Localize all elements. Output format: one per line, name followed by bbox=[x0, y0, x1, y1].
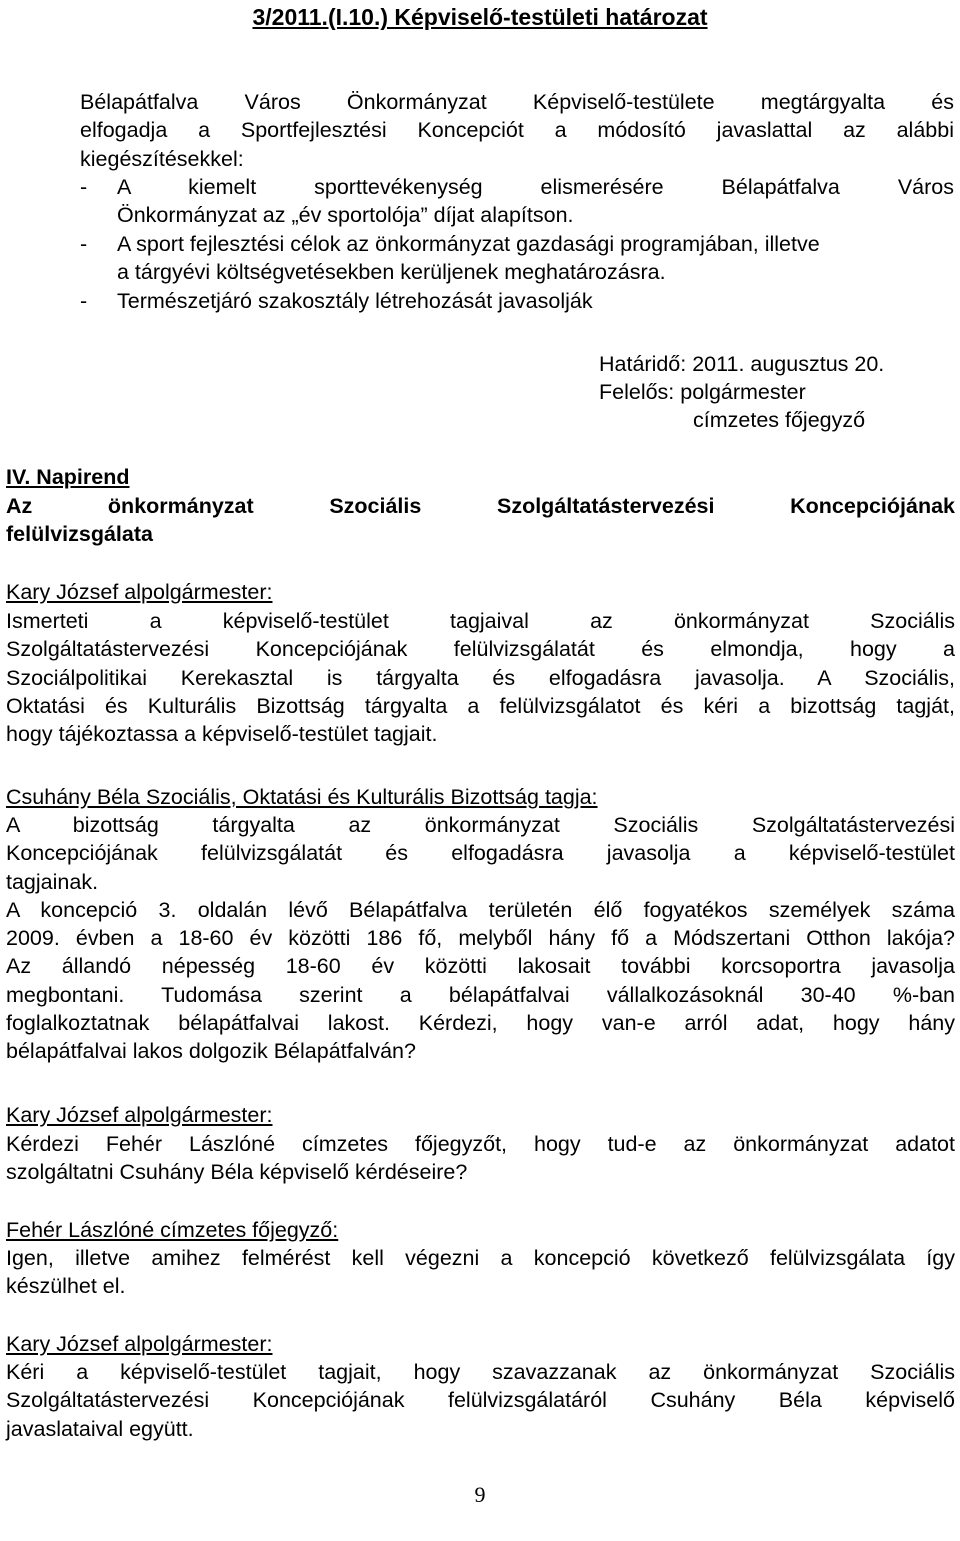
agenda-title bbox=[6, 492, 955, 549]
speaker-label: Kary József alpolgármester: bbox=[6, 580, 273, 604]
speech-line: A koncepció 3. oldalán lévő Bélapátfalva területén élő fogyatékos személyek száma bbox=[6, 897, 955, 922]
responsible: Felelős: polgármester bbox=[599, 380, 806, 404]
speech-line: Igen, illetve amihez felmérést kell végezni a koncepció következő felülvizsgálata így bbox=[6, 1246, 955, 1270]
agenda-title-line: felülvizsgálata bbox=[6, 522, 153, 547]
deadline: Határidő: 2011. augusztus 20. bbox=[599, 352, 885, 376]
page-number: 9 bbox=[474, 1482, 486, 1507]
speech-line: javaslataival együtt. bbox=[6, 1416, 194, 1441]
speaker-label: Kary József alpolgármester: bbox=[6, 1103, 273, 1127]
speech-line: Kéri a képviselő-testület tagjait, hogy szavazzanak az önkormányzat Szociális bbox=[6, 1360, 955, 1384]
bullet-line: a tárgyévi költségvetésekben kerüljenek meghatározásra. bbox=[117, 260, 666, 285]
speech-line: bélapátfalvai lakos dolgozik Bélapátfalván? bbox=[6, 1039, 416, 1064]
agenda-number: IV. Napirend bbox=[6, 465, 130, 489]
bullet-line: Természetjáró szakosztály létrehozását javasolják bbox=[117, 289, 593, 313]
speech-paragraph bbox=[6, 1358, 955, 1443]
speech-line: Az állandó népesség 18-60 év közötti lakosait további korcsoportra javasolja bbox=[6, 954, 955, 979]
bullet-item bbox=[117, 287, 954, 315]
bullet-item bbox=[117, 173, 954, 230]
speech-line: 2009. évben a 18-60 év közötti 186 fő, melyből hány fő a Módszertani Otthon lakója? bbox=[6, 926, 955, 951]
speech-line: megbontani. Tudomása szerint a bélapátfalvai vállalkozásoknál 30-40 %-ban bbox=[6, 982, 955, 1007]
speech-line: tagjainak. bbox=[6, 869, 99, 894]
speech-line: Koncepciójának felülvizsgálatát és elfogadásra javasolja a képviselő-testület bbox=[6, 841, 955, 866]
responsible-second: címzetes főjegyző bbox=[693, 408, 866, 432]
bullet-line: A sport fejlesztési célok az önkormányzat gazdasági programjában, illetve bbox=[117, 232, 820, 256]
intro-line: kiegészítésekkel: bbox=[80, 146, 244, 171]
bullet-line: Önkormányzat az „év sportolója” díjat alapítson. bbox=[117, 203, 574, 228]
speech-line: Oktatási és Kulturális Bizottság tárgyalta a felülvizsgálatot és kéri a bizottság tagját, bbox=[6, 693, 955, 718]
bullet-item bbox=[117, 230, 954, 287]
bullet-line: A kiemelt sporttevékenység elismerésére Bélapátfalva Város bbox=[117, 175, 954, 199]
speech-line: A bizottság tárgyalta az önkormányzat Szociális Szolgáltatástervezési bbox=[6, 813, 955, 837]
agenda-title-line: Az önkormányzat Szociális Szolgáltatástervezési Koncepciójának bbox=[6, 494, 955, 518]
bullet-dash: - bbox=[80, 232, 88, 256]
speech-line: Ismerteti a képviselő-testület tagjaival az önkormányzat Szociális bbox=[6, 609, 955, 633]
intro-line: elfogadja a Sportfejlesztési Koncepciót a módosító javaslattal az alábbi bbox=[80, 118, 954, 143]
speech-line: készülhet el. bbox=[6, 1274, 126, 1299]
speech-line: Szolgáltatástervezési Koncepciójának felülvizsgálatát és elmondja, hogy a bbox=[6, 637, 955, 662]
speech-line: Szociálpolitikai Kerekasztal is tárgyalta és elfogadásra javasolja. A Szociális, bbox=[6, 665, 955, 690]
bullet-dash: - bbox=[80, 289, 88, 313]
speaker-label: Kary József alpolgármester: bbox=[6, 1332, 273, 1356]
speech-paragraph bbox=[6, 607, 955, 748]
speaker-label: Csuhány Béla Szociális, Oktatási és Kulturális Bizottság tagja: bbox=[6, 785, 598, 809]
resolution-title: 3/2011.(I.10.) Képviselő-testületi határozat bbox=[252, 4, 708, 30]
bullet-dash: - bbox=[80, 175, 88, 199]
speech-paragraph bbox=[6, 1130, 955, 1187]
speech-line: szolgáltatni Csuhány Béla képviselő kérdéseire? bbox=[6, 1160, 468, 1185]
speaker-label: Fehér Lászlóné címzetes főjegyző: bbox=[6, 1218, 339, 1242]
resolution-intro bbox=[80, 88, 954, 173]
speech-paragraph bbox=[6, 811, 955, 1066]
speech-line: foglalkoztatnak bélapátfalvai lakost. Kérdezi, hogy van-e arról adat, hogy hány bbox=[6, 1011, 955, 1036]
speech-paragraph bbox=[6, 1244, 955, 1301]
speech-line: Szolgáltatástervezési Koncepciójának felülvizsgálatáról Csuhány Béla képviselő bbox=[6, 1388, 955, 1413]
speech-line: Kérdezi Fehér Lászlóné címzetes főjegyzőt, hogy tud-e az önkormányzat adatot bbox=[6, 1132, 955, 1156]
speech-line: hogy tájékoztassa a képviselő-testület tagjait. bbox=[6, 722, 438, 747]
intro-line: Bélapátfalva Város Önkormányzat Képviselő-testülete megtárgyalta és bbox=[80, 90, 954, 114]
